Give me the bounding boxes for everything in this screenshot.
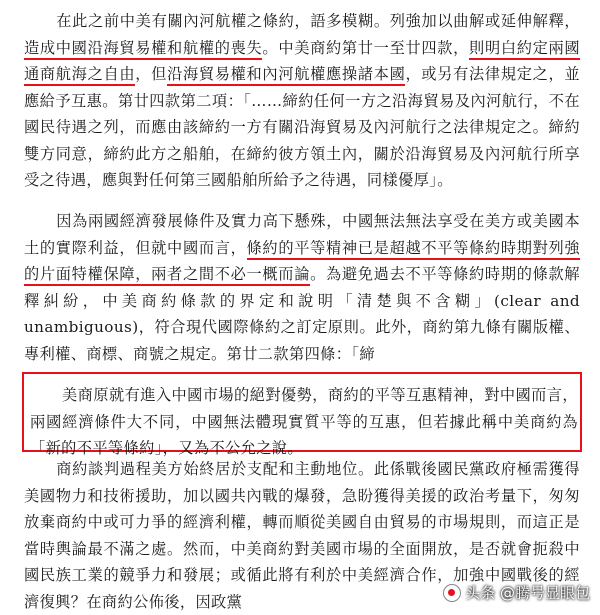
p1-underline-1: 造成中國沿海貿易權和航權的喪失: [24, 39, 262, 60]
toutiao-logo-icon: [443, 584, 461, 602]
p1-text-c: ，但: [135, 65, 168, 83]
watermark: [443, 582, 590, 603]
p2-text-b: 。為避免過去不平等條約時期的條款解釋糾紛，中美商約條款的界定和說明「清楚與不含糊」(clear and unambiguous)，符合現代國際條約之訂定原則。此外，商約第九條有關版權、專利權、商標、商號之規定。第廿二款第四條：「締: [24, 265, 580, 363]
p1-text-b: 。中美商約第廿一至廿四款，: [262, 38, 470, 57]
p1-text-d: ，或另有法律規定之，並應給予互惠。第廿四款第二項：「……締約任何一方之沿海貿易及內河航行，不在國民待遇之列，而應由該締約一方有關沿海貿易及內河航行之法律規定之。締約雙方同意，締約此方之船舶，在締約彼方領土內，關於沿海貿易及內河航行所享受之待遇，應與對任何第三國船舶所給予之待遇，同樣優厚」。: [24, 65, 580, 189]
watermark-text: 头条 @腾号显眼包: [465, 584, 590, 602]
p3-text: 美商原就有進入中國市場的絕對優勢，商約的平等互惠精神，對中國而言，兩國經濟條件大不同，中國無法體現實質平等的互惠，但若據此稱中美商約為「新的不平等條約」，又為不公允之說。: [30, 386, 578, 457]
p1-underline-3: 沿海貿易權和內河航權應操諸本國: [167, 65, 405, 86]
paragraph-inland-navigation: [24, 8, 580, 194]
paragraph-equality-spirit: [24, 208, 580, 367]
p2-text-a: 因為兩國經濟發展條件及實力高下懸殊，中國無法無法享受在美方或美國本土的實際利益，但就中國而言，: [24, 212, 580, 257]
p4-text: 商約談判過程美方始終居於支配和主動地位。此係戰後國民黨政府極需獲得美國物力和技術援助，加以國共內戰的爆發，急盼獲得美援的政治考量下，匆匆放棄商約中或可力爭的經濟利權，轉而順從美國自由貿易的市場規則，而這正是當時輿論最不滿之處。然而，中美商約對美國市場的全面開放，是否就會扼殺中國民族工業的競爭力和發展；或循此將有利於中美經濟合作，加強中國戰後的經濟復興？在商約公佈後，因政黨: [24, 460, 580, 611]
paragraph-boxed-conclusion: [30, 382, 578, 462]
p2-underline-1: 條約的平等精神已是超越不平等條約時期對列強的片面特權保障，兩者之間不必一概而論: [24, 239, 580, 287]
p1-underline-2: 則明白約定兩國通商航海之自由: [24, 39, 580, 87]
p1-text-a: 在此之前中美有關內河航權之條約，語多模糊。列強加以曲解或延伸解釋，: [56, 12, 580, 30]
